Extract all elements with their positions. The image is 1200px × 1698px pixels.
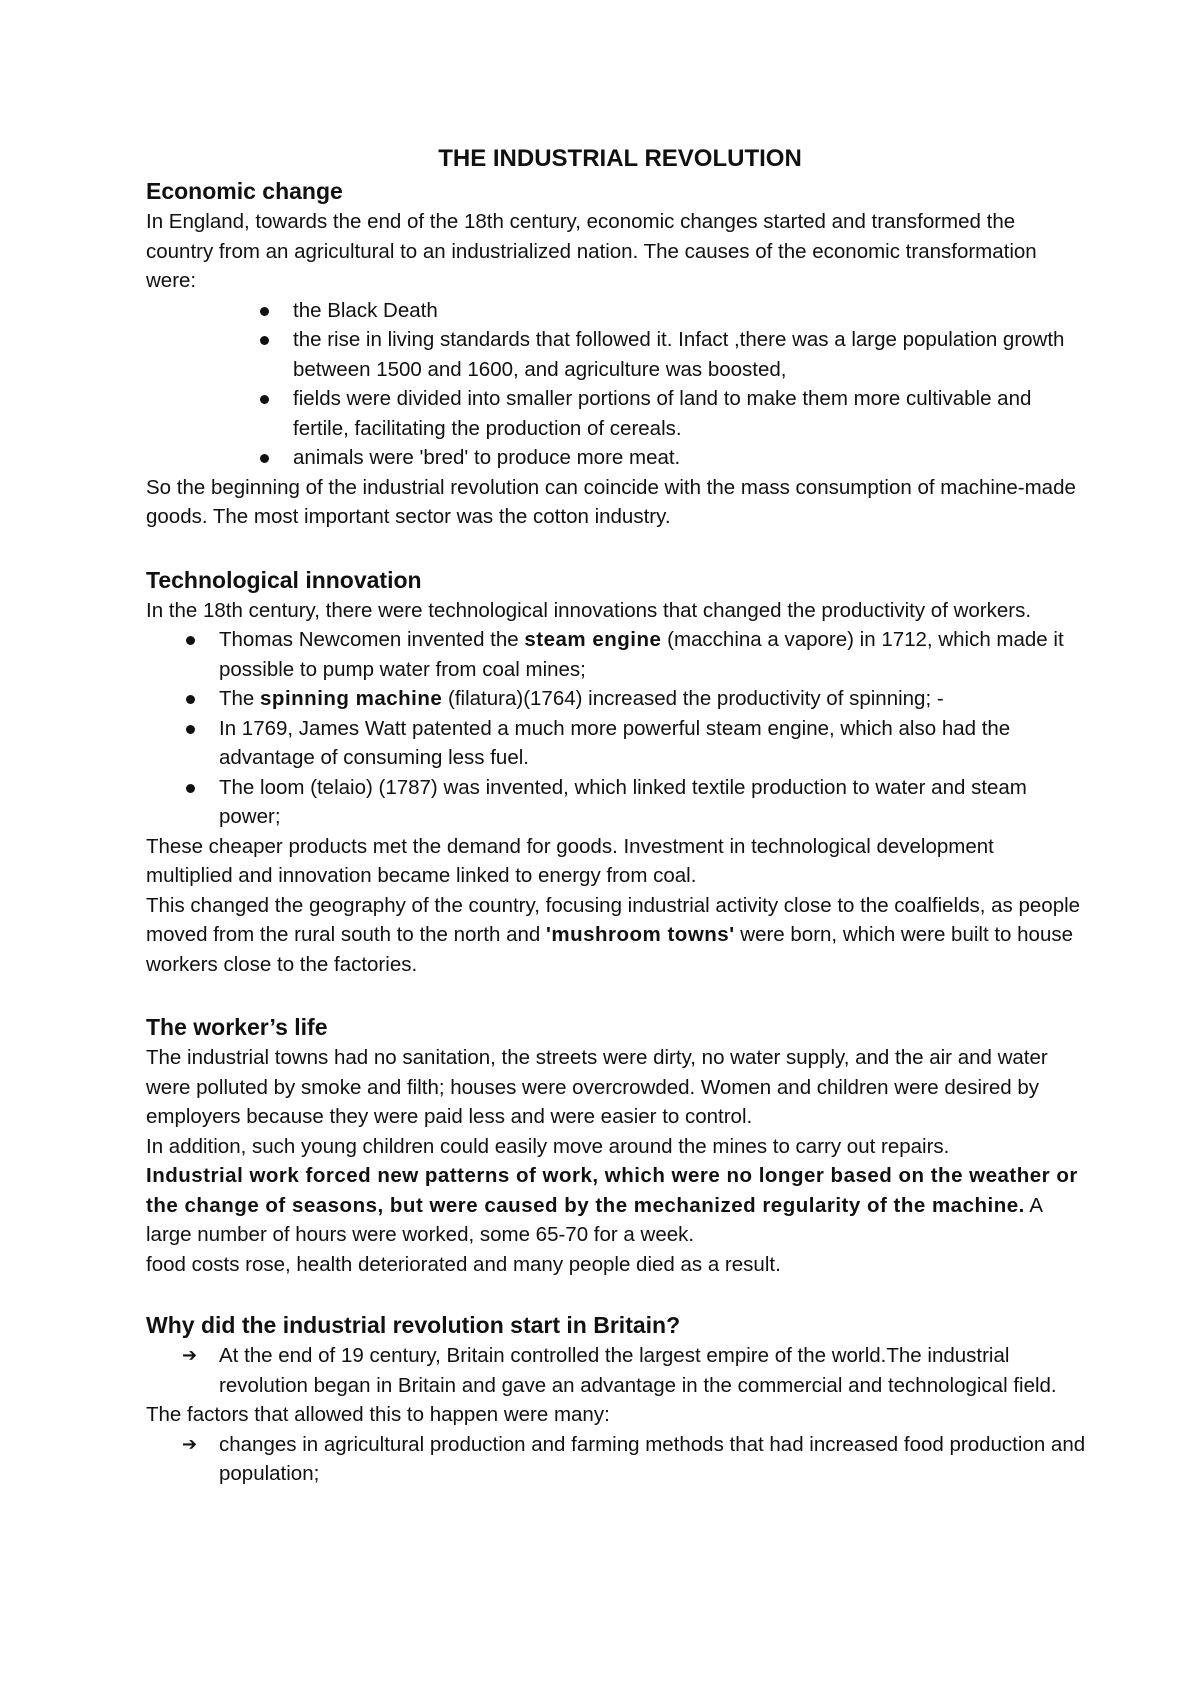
economic-intro-paragraph: In England, towards the end of the 18th century, economic changes started and transformed the country from an agricultural to an industrialized nation. The causes of the economic transformation were:: [146, 210, 1037, 292]
list-item: [146, 296, 1086, 326]
section-workers-life: [146, 1011, 1086, 1279]
list-item-text: the Black Death: [293, 298, 438, 322]
section-heading-economic-change: Economic change: [146, 178, 343, 204]
bold-term-mushroom-towns: 'mushroom towns': [545, 923, 735, 946]
list-item: [146, 1341, 1086, 1400]
paragraph-text-post: A large number of hours were worked, some 65-70 for a week.: [146, 1193, 1042, 1246]
list-item-text-pre: The: [219, 687, 261, 710]
list-item: [146, 384, 1086, 443]
list-item-text: the rise in living standards that followed it. Infact ,there was a large population growth between 1500 and 1600, and agriculture was boosted,: [293, 328, 1065, 381]
bold-term-steam-engine: steam engine: [524, 628, 662, 651]
factors-paragraph: The factors that allowed this to happen were many:: [146, 1403, 610, 1426]
section-heading-technological-innovation: Technological innovation: [146, 566, 422, 593]
spacer: [146, 979, 1086, 1011]
technology-paragraph-2: [146, 891, 1086, 980]
list-item-text-pre: Thomas Newcomen invented the: [219, 628, 525, 651]
list-item-text: In 1769, James Watt patented a much more powerful steam engine, which also had the advantage of consuming less fuel.: [219, 716, 1011, 769]
why-britain-list: [146, 1341, 1086, 1400]
economic-outro-paragraph: So the beginning of the industrial revolution can coincide with the mass consumption of machine-made goods. The most important sector was the cotton industry.: [146, 475, 1076, 528]
worker-paragraph-1: The industrial towns had no sanitation, the streets were dirty, no water supply, and the air and water were polluted by smoke and filth; houses were overcrowded. Women and children were desired by employers because they were paid less and were easier to control.: [146, 1046, 1048, 1128]
right-arrow-icon: ➔: [182, 1433, 198, 1455]
section-heading-why-britain: Why did the industrial revolution start in Britain?: [146, 1312, 681, 1338]
section-technological-innovation: [146, 564, 1086, 980]
worker-paragraph-2: In addition, such young children could easily move around the mines to carry out repairs.: [146, 1134, 950, 1158]
bullet-icon: [260, 395, 269, 404]
document-title: THE INDUSTRIAL REVOLUTION: [438, 145, 802, 172]
list-item-text: The loom (telaio) (1787) was invented, which linked textile production to water and steam power;: [219, 775, 1027, 828]
list-item: [146, 625, 1086, 684]
paragraph-text-post: were born, which were built to house workers close to the factories.: [146, 923, 1074, 976]
worker-paragraph-3: [146, 1161, 1086, 1250]
list-item: [146, 1430, 1086, 1489]
economic-causes-list: [146, 296, 1086, 473]
spacer: [146, 1279, 1086, 1309]
technology-paragraph-1: These cheaper products met the demand for goods. Investment in technological development multiplied and innovation became linked to energy from coal.: [146, 834, 994, 887]
spacer: [146, 532, 1086, 564]
bullet-icon: [186, 695, 195, 704]
section-heading-workers-life: The worker’s life: [146, 1014, 328, 1040]
bullet-icon: [260, 307, 269, 316]
list-item-text-post: (filatura)(1764) increased the productivity of spinning; -: [442, 687, 944, 710]
bullet-icon: [260, 336, 269, 345]
section-economic-change: [146, 175, 1086, 532]
technology-intro-paragraph: In the 18th century, there were technological innovations that changed the productivity of workers.: [146, 598, 1032, 622]
list-item: [146, 443, 1086, 473]
worker-paragraph-4: food costs rose, health deteriorated and many people died as a result.: [146, 1252, 781, 1276]
list-item-text: changes in agricultural production and farming methods that had increased food production and population;: [219, 1432, 1086, 1485]
list-item: [146, 684, 1086, 714]
right-arrow-icon: ➔: [182, 1345, 198, 1366]
bullet-icon: [186, 636, 195, 645]
list-item: [146, 773, 1086, 832]
list-item-text: At the end of 19 century, Britain controlled the largest empire of the world.The industrial revolution began in Britain and gave an advantage in the commercial and technological field.: [219, 1344, 1057, 1397]
list-item: [146, 325, 1086, 384]
bold-term-spinning-machine: spinning machine: [260, 687, 443, 710]
bullet-icon: [260, 454, 269, 463]
bold-statement: Industrial work forced new patterns of work, which were no longer based on the weather or the change of seasons, but were caused by the mechanized regularity of the machine.: [146, 1164, 1078, 1217]
bullet-icon: [186, 784, 195, 793]
section-why-britain: [146, 1309, 1086, 1489]
bullet-icon: [186, 725, 195, 734]
list-item-text-post: (macchina a vapore) in 1712, which made it possible to pump water from coal mines;: [219, 628, 1064, 681]
factors-list: [146, 1430, 1086, 1489]
list-item-text: fields were divided into smaller portions of land to make them more cultivable and fertile, facilitating the production of cereals.: [293, 387, 1032, 440]
technology-innovations-list: [146, 625, 1086, 832]
paragraph-text-pre: This changed the geography of the country, focusing industrial activity close to the coalfields, as people moved from the rural south to the north and: [146, 893, 1081, 946]
document-content: [146, 143, 1086, 1489]
list-item-text: animals were 'bred' to produce more meat.: [293, 446, 681, 469]
list-item: [146, 714, 1086, 773]
